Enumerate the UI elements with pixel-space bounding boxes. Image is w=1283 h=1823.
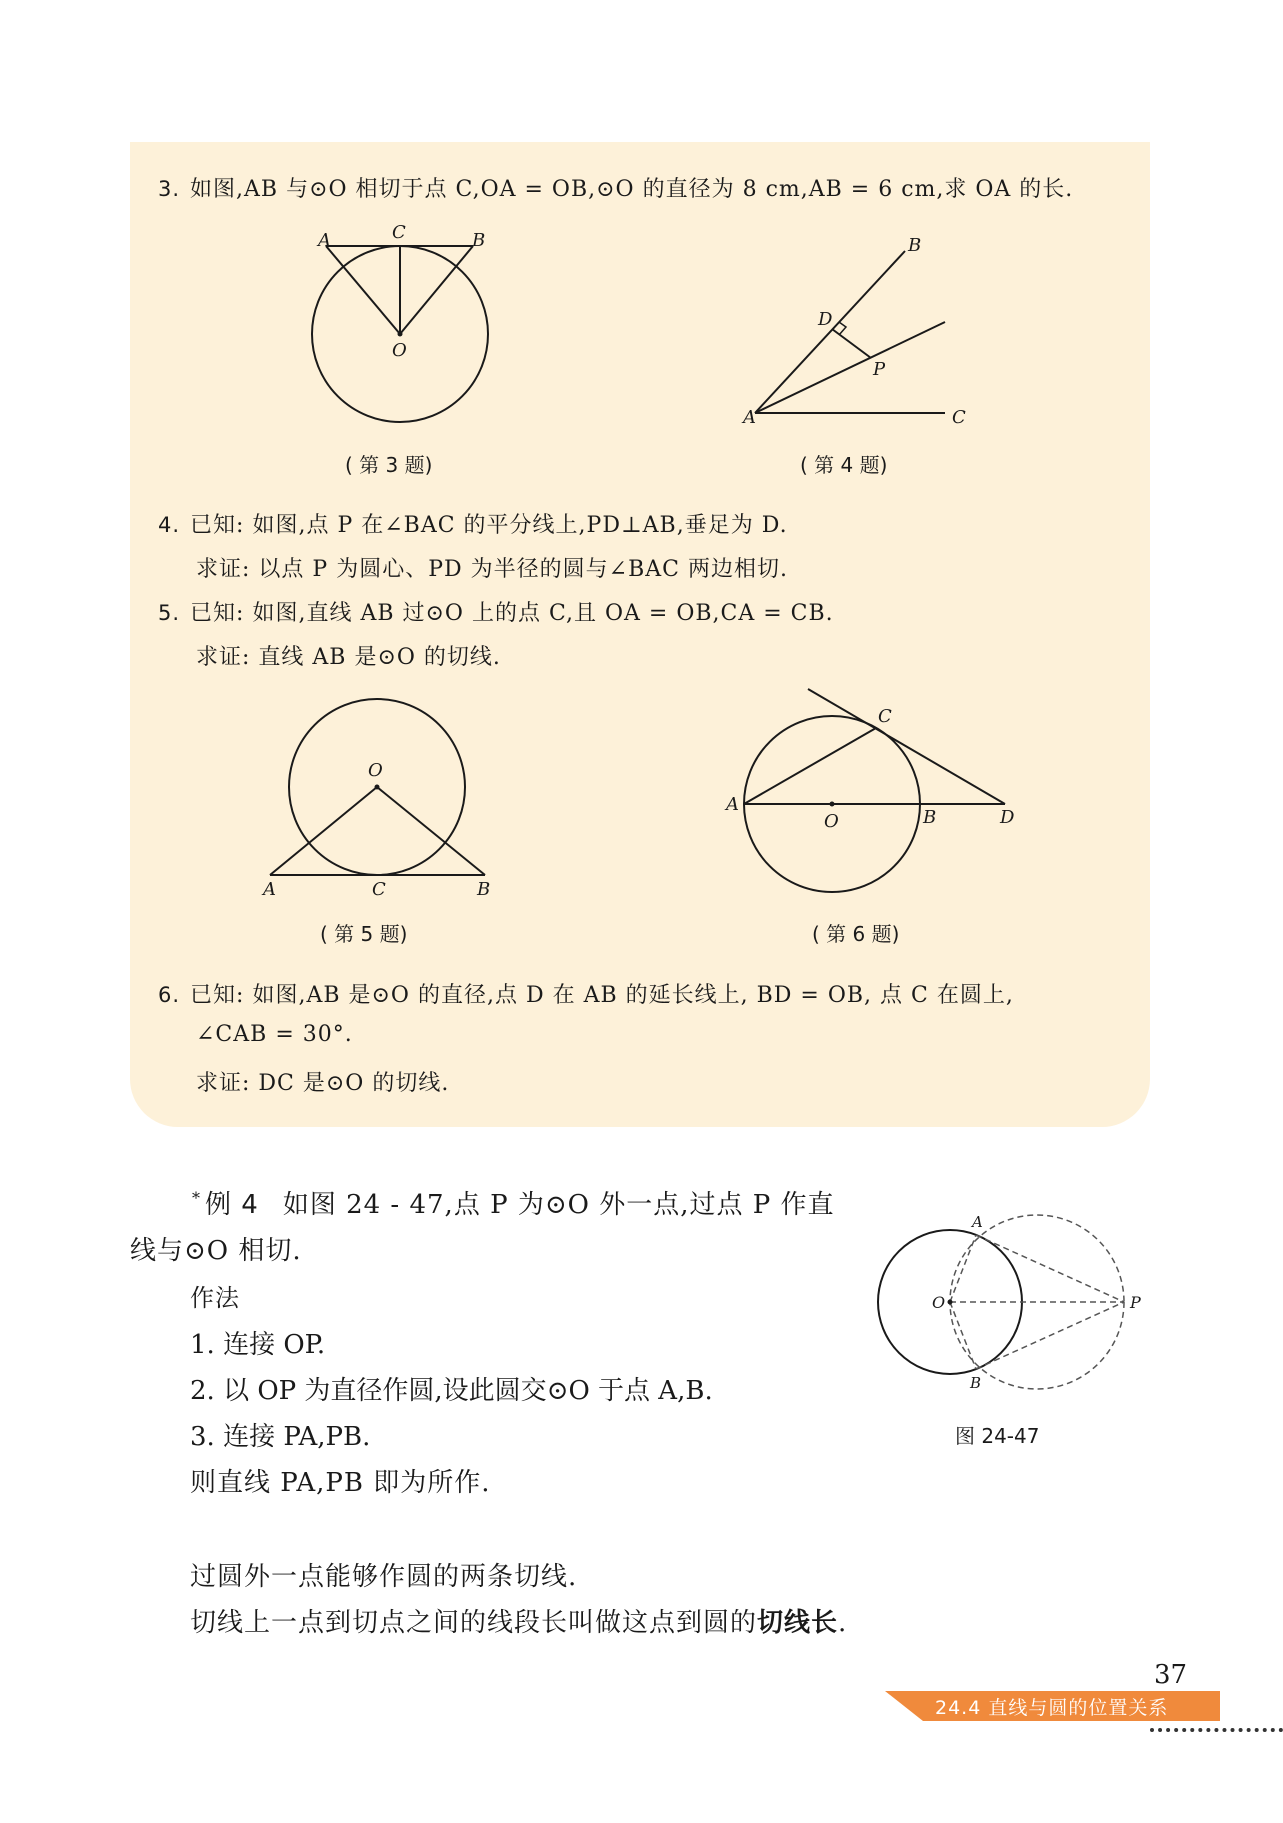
fig6-label-c: C bbox=[878, 706, 892, 727]
exercise-5-prove: 求证: 直线 AB 是⊙O 的切线. bbox=[196, 645, 501, 670]
fig3-segment-oa bbox=[326, 246, 400, 334]
figure-6 bbox=[720, 685, 1020, 905]
fig5-caption: ( 第 5 题) bbox=[320, 922, 408, 946]
figure-4 bbox=[740, 230, 980, 430]
fig3-caption: ( 第 3 题) bbox=[345, 453, 433, 477]
example-4-star: * bbox=[192, 1188, 201, 1208]
page-number: 37 bbox=[1154, 1660, 1188, 1690]
exercise-6-given-cont: ∠CAB = 30°. bbox=[196, 1022, 353, 1047]
fig2447-label-a: A bbox=[972, 1213, 983, 1231]
exercise-3-text: 如图,AB 与⊙O 相切于点 C,OA = OB,⊙O 的直径为 8 cm,AB = 6 cm,求 OA 的长. bbox=[190, 177, 1074, 202]
exercise-4-prove: 求证: 以点 P 为圆心、PD 为半径的圆与∠BAC 两边相切. bbox=[196, 557, 788, 582]
fig2447-segment-ob bbox=[950, 1302, 976, 1369]
exercise-4 bbox=[158, 508, 788, 539]
term-tangent-length: 切线长 bbox=[757, 1608, 839, 1638]
step-2: 2. 以 OP 为直径作圆,设此圆交⊙O 于点 A,B. bbox=[190, 1376, 713, 1406]
fig3-segment-ob bbox=[400, 246, 473, 334]
fig6-chord-ac bbox=[744, 728, 876, 804]
exercise-5-number: 5. bbox=[158, 601, 181, 625]
example-4-label: 例 4 bbox=[205, 1190, 259, 1220]
exercise-4-given: 已知: 如图,点 P 在∠BAC 的平分线上,PD⊥AB,垂足为 D. bbox=[190, 513, 788, 538]
exercise-6-prove: 求证: DC 是⊙O 的切线. bbox=[196, 1071, 450, 1096]
fig5-label-a: A bbox=[263, 879, 276, 900]
step-1: 1. 连接 OP. bbox=[190, 1330, 326, 1360]
fig6-label-a: A bbox=[726, 794, 739, 815]
fig3-label-o: O bbox=[392, 340, 407, 361]
fig2447-segment-oa bbox=[950, 1235, 976, 1302]
fig4-label-a: A bbox=[743, 407, 756, 428]
exercise-6-given: 已知: 如图,AB 是⊙O 的直径,点 D 在 AB 的延长线上, BD = OB, 点 C 在圆上, bbox=[190, 983, 1014, 1008]
fig2447-center-dot bbox=[948, 1300, 953, 1305]
fig2447-label-b: B bbox=[970, 1374, 982, 1392]
figure-3 bbox=[300, 215, 520, 430]
example-4-heading bbox=[192, 1184, 835, 1221]
fig4-ray-ab bbox=[755, 251, 905, 413]
fig6-label-o: O bbox=[824, 811, 839, 832]
statement-1: 过圆外一点能够作圆的两条切线. bbox=[190, 1562, 578, 1592]
fig4-right-angle-mark bbox=[839, 322, 846, 335]
fig4-label-p: P bbox=[873, 359, 886, 380]
figure-5 bbox=[255, 700, 505, 900]
fig4-label-d: D bbox=[818, 309, 833, 330]
fig4-bisector bbox=[755, 322, 945, 413]
fig6-caption: ( 第 6 题) bbox=[812, 922, 900, 946]
fig3-label-a: A bbox=[318, 230, 331, 251]
fig2447-caption: 图 24-47 bbox=[955, 1424, 1040, 1448]
statement-2 bbox=[190, 1602, 847, 1639]
exercise-5 bbox=[158, 596, 834, 627]
statement-2-suffix: . bbox=[838, 1608, 848, 1638]
exercise-3 bbox=[158, 172, 1073, 203]
fig2447-circle-op bbox=[950, 1215, 1124, 1389]
exercise-4-number: 4. bbox=[158, 513, 181, 537]
statement-2-prefix: 切线上一点到切点之间的线段长叫做这点到圆的 bbox=[190, 1608, 758, 1638]
example-4-conclusion: 则直线 PA,PB 即为所作. bbox=[190, 1468, 491, 1498]
fig2447-label-o: O bbox=[932, 1293, 946, 1312]
fig3-center-dot bbox=[398, 332, 403, 337]
example-4-text-1: 如图 24 - 47,点 P 为⊙O 外一点,过点 P 作直 bbox=[282, 1190, 835, 1220]
fig4-caption: ( 第 4 题) bbox=[800, 453, 888, 477]
fig5-label-o: O bbox=[368, 760, 383, 781]
exercise-5-given: 已知: 如图,直线 AB 过⊙O 上的点 C,且 OA = OB,CA = CB. bbox=[190, 601, 834, 626]
fig6-center-dot bbox=[830, 802, 835, 807]
fig4-label-b: B bbox=[908, 235, 922, 256]
fig2447-label-p: P bbox=[1130, 1293, 1141, 1312]
fig3-label-c: C bbox=[392, 222, 406, 243]
fig5-segment-oa bbox=[270, 787, 377, 875]
fig4-label-c: C bbox=[952, 407, 966, 428]
fig3-label-b: B bbox=[472, 230, 486, 251]
method-heading: 作法 bbox=[190, 1284, 240, 1312]
fig6-label-b: B bbox=[923, 807, 937, 828]
exercise-3-number: 3. bbox=[158, 177, 181, 201]
fig4-perpendicular-pd bbox=[832, 329, 871, 358]
example-4-text-2: 线与⊙O 相切. bbox=[130, 1236, 302, 1266]
fig5-label-b: B bbox=[477, 879, 491, 900]
fig5-segment-ob bbox=[377, 787, 485, 875]
exercise-6 bbox=[158, 978, 1014, 1009]
fig6-tangent-dc bbox=[808, 689, 1005, 804]
footer-dotted-rule bbox=[1150, 1728, 1283, 1732]
section-title: 24.4 直线与圆的位置关系 bbox=[935, 1697, 1169, 1719]
figure-24-47 bbox=[870, 1200, 1160, 1400]
exercise-6-number: 6. bbox=[158, 983, 181, 1007]
fig5-label-c: C bbox=[372, 879, 386, 900]
fig6-label-d: D bbox=[1000, 807, 1015, 828]
fig5-center-dot bbox=[375, 785, 380, 790]
step-3: 3. 连接 PA,PB. bbox=[190, 1422, 371, 1452]
